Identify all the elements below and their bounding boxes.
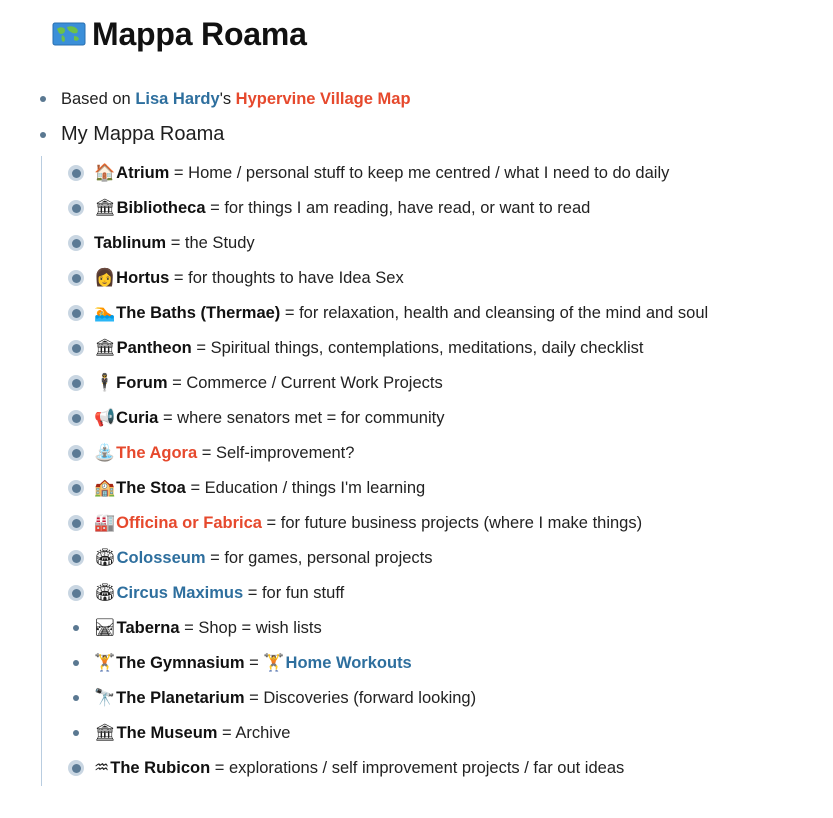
weightlifter-icon: 🏋 bbox=[263, 653, 285, 673]
item-name[interactable]: Circus Maximus bbox=[116, 584, 244, 602]
item-description: = for games, personal projects bbox=[205, 549, 433, 567]
school-icon: 🏫 bbox=[94, 478, 116, 498]
house-icon: 🏠 bbox=[94, 163, 116, 183]
item-name: Atrium bbox=[116, 164, 170, 182]
item-name: Bibliotheca bbox=[116, 199, 206, 217]
item-description: = Self-improvement? bbox=[197, 444, 355, 462]
item-content bbox=[94, 162, 669, 184]
item-description: = for things I am reading, have read, or want to read bbox=[205, 199, 591, 217]
aquarius-icon: ♒ bbox=[94, 758, 110, 778]
classical-building-icon: 🏛 bbox=[94, 338, 116, 358]
page-title-row bbox=[52, 12, 307, 56]
item-name[interactable]: Officina or Fabrica bbox=[116, 514, 262, 532]
bullet-dot[interactable] bbox=[40, 132, 46, 138]
item-content bbox=[94, 267, 404, 289]
item-content bbox=[94, 757, 624, 779]
list-item bbox=[0, 471, 833, 506]
collapsed-bullet[interactable] bbox=[68, 235, 84, 251]
page-title: Mappa Roama bbox=[92, 15, 307, 52]
list-item bbox=[0, 716, 833, 751]
list-item bbox=[0, 401, 833, 436]
collapsed-bullet[interactable] bbox=[68, 340, 84, 356]
collapsed-bullet[interactable] bbox=[68, 165, 84, 181]
telescope-icon: 🔭 bbox=[94, 688, 116, 708]
list-item bbox=[0, 191, 833, 226]
item-content bbox=[94, 477, 425, 499]
list-item bbox=[0, 506, 833, 541]
list-item bbox=[0, 296, 833, 331]
list-item bbox=[0, 681, 833, 716]
item-content bbox=[94, 617, 322, 639]
stadium-icon: 🏟 bbox=[94, 583, 116, 603]
list-item bbox=[0, 261, 833, 296]
item-content bbox=[94, 512, 642, 534]
item-description: = Discoveries (forward looking) bbox=[244, 689, 477, 707]
classical-building-icon: 🏛 bbox=[94, 198, 116, 218]
railway-icon: 🛤 bbox=[94, 618, 116, 638]
world-map-icon bbox=[52, 21, 86, 47]
item-content bbox=[94, 407, 444, 429]
hypervine-map-link[interactable]: Hypervine Village Map bbox=[235, 90, 411, 108]
bullet-dot[interactable] bbox=[73, 695, 79, 701]
item-content bbox=[94, 652, 412, 674]
collapsed-bullet[interactable] bbox=[68, 270, 84, 286]
item-content bbox=[94, 197, 590, 219]
collapsed-bullet[interactable] bbox=[68, 480, 84, 496]
list-item bbox=[0, 436, 833, 471]
item-name: Tablinum bbox=[94, 234, 167, 252]
collapsed-bullet[interactable] bbox=[68, 760, 84, 776]
item-name[interactable]: Colosseum bbox=[116, 549, 206, 567]
fountain-icon: ⛲ bbox=[94, 443, 116, 463]
item-name: The Gymnasium bbox=[116, 654, 245, 672]
list-item bbox=[0, 541, 833, 576]
item-content bbox=[94, 442, 354, 464]
home-workouts-link[interactable]: Home Workouts bbox=[285, 654, 412, 672]
item-description: = for thoughts to have Idea Sex bbox=[169, 269, 404, 287]
list-item bbox=[0, 576, 833, 611]
item-description: = explorations / self improvement projects / far out ideas bbox=[210, 759, 625, 777]
item-name: Hortus bbox=[116, 269, 170, 287]
factory-icon: 🏭 bbox=[94, 513, 116, 533]
based-on-line bbox=[61, 88, 411, 110]
classical-building-icon: 🏛 bbox=[94, 723, 116, 743]
item-description: = Education / things I'm learning bbox=[185, 479, 426, 497]
section-heading: My Mappa Roama bbox=[61, 123, 225, 145]
list-item bbox=[0, 751, 833, 786]
item-name: The Museum bbox=[116, 724, 218, 742]
item-content bbox=[94, 722, 290, 744]
farmer-icon: 👩 bbox=[94, 268, 116, 288]
based-on-possessive: 's bbox=[219, 90, 236, 108]
item-name: The Planetarium bbox=[116, 689, 245, 707]
collapsed-bullet[interactable] bbox=[68, 445, 84, 461]
list-item bbox=[0, 331, 833, 366]
item-content bbox=[94, 582, 344, 604]
item-description: = where senators met = for community bbox=[158, 409, 445, 427]
item-description: = for future business projects (where I make things) bbox=[261, 514, 643, 532]
item-content bbox=[94, 687, 476, 709]
item-name: The Stoa bbox=[116, 479, 186, 497]
item-name: Taberna bbox=[116, 619, 180, 637]
author-link[interactable]: Lisa Hardy bbox=[135, 90, 220, 108]
swimmer-icon: 🏊 bbox=[94, 303, 116, 323]
item-description: = for fun stuff bbox=[243, 584, 345, 602]
collapsed-bullet[interactable] bbox=[68, 200, 84, 216]
item-content bbox=[94, 232, 255, 254]
collapsed-bullet[interactable] bbox=[68, 410, 84, 426]
item-description: = Shop = wish lists bbox=[179, 619, 322, 637]
collapsed-bullet[interactable] bbox=[68, 375, 84, 391]
item-description: = the Study bbox=[166, 234, 255, 252]
bullet-dot[interactable] bbox=[73, 730, 79, 736]
item-content bbox=[94, 302, 708, 324]
based-on-prefix: Based on bbox=[61, 90, 136, 108]
collapsed-bullet[interactable] bbox=[68, 585, 84, 601]
stadium-icon: 🏟 bbox=[94, 548, 116, 568]
item-description: = bbox=[244, 654, 264, 672]
item-description: = Archive bbox=[217, 724, 291, 742]
bullet-dot[interactable] bbox=[40, 96, 46, 102]
weightlifter-icon: 🏋 bbox=[94, 653, 116, 673]
item-name: The Baths (Thermae) bbox=[116, 304, 281, 322]
collapsed-bullet[interactable] bbox=[68, 305, 84, 321]
collapsed-bullet[interactable] bbox=[68, 550, 84, 566]
item-name: Forum bbox=[116, 374, 168, 392]
item-name: The Rubicon bbox=[110, 759, 211, 777]
business-person-icon: 🕴 bbox=[94, 373, 116, 393]
item-description: = Commerce / Current Work Projects bbox=[167, 374, 443, 392]
item-content bbox=[94, 372, 443, 394]
item-description: = Home / personal stuff to keep me centred / what I need to do daily bbox=[169, 164, 670, 182]
megaphone-icon: 📢 bbox=[94, 408, 116, 428]
item-name[interactable]: The Agora bbox=[116, 444, 198, 462]
item-content bbox=[94, 337, 643, 359]
list-item bbox=[0, 366, 833, 401]
list-item bbox=[0, 226, 833, 261]
item-description: = Spiritual things, contemplations, meditations, daily checklist bbox=[191, 339, 644, 357]
item-content bbox=[94, 547, 433, 569]
item-name: Pantheon bbox=[116, 339, 192, 357]
list-item bbox=[0, 156, 833, 191]
item-description: = for relaxation, health and cleansing of the mind and soul bbox=[280, 304, 709, 322]
list-item bbox=[0, 611, 833, 646]
list-item bbox=[0, 646, 833, 681]
bullet-dot[interactable] bbox=[73, 660, 79, 666]
bullet-dot[interactable] bbox=[73, 625, 79, 631]
collapsed-bullet[interactable] bbox=[68, 515, 84, 531]
item-name: Curia bbox=[116, 409, 159, 427]
